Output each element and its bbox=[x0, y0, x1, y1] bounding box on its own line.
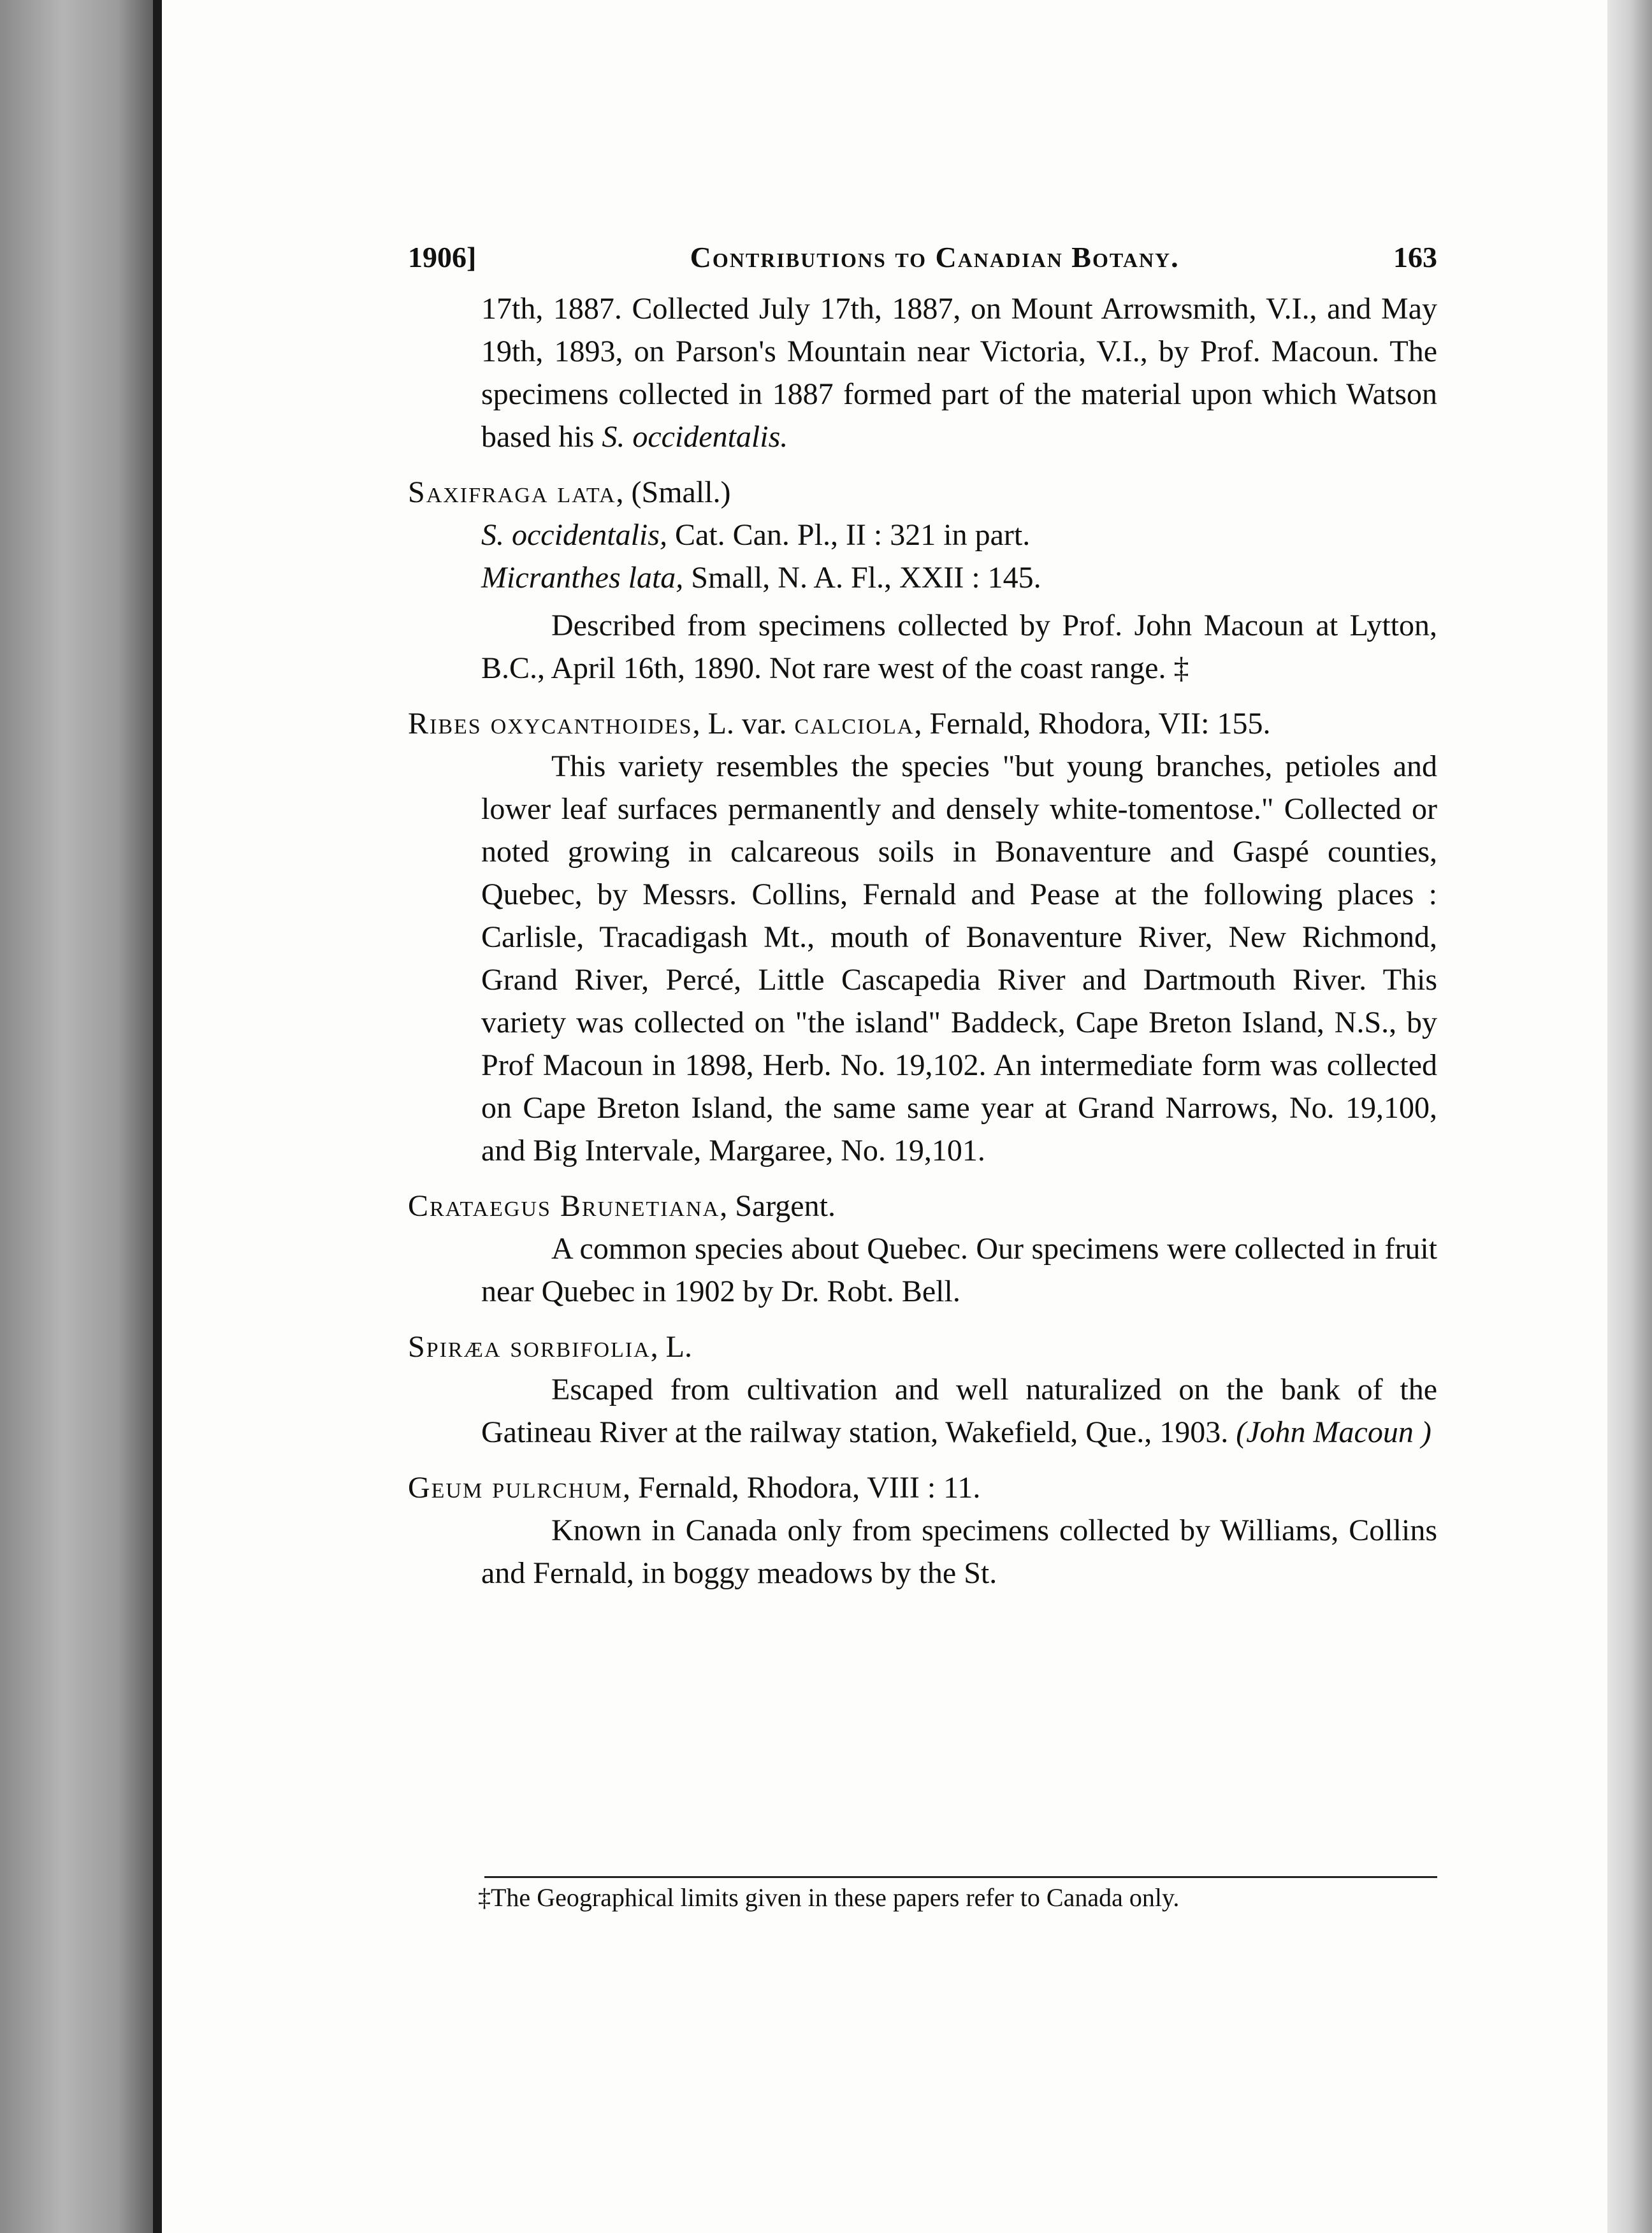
ribes-description: This variety resembles the species "but young branches, petioles and lower leaf surfaces permanently and densely white-tomentose." Collected or noted growing in calcareous soils in Bonaventure and Gaspé counties, Quebec, by Messrs. Collins, Fernald and Pease at the following places : Carlisle, Tracadigash Mt., mouth of Bonaventure River, New Richmond, Grand River, Percé, Little Cascapedia River and Dartmouth River. This variety was collected on "the island" Baddeck, Cape Breton Island, N.S., by Prof Macoun in 1898, Herb. No. 19,102. An intermediate form was collected on Cape Breton Island, the same same year at Grand Narrows, No. 19,100, and Big Intervale, Margaree, No. 19,101. bbox=[481, 749, 1437, 1167]
header-title: Contributions to Canadian Botany. bbox=[690, 241, 1180, 273]
footnote-rule bbox=[484, 1876, 1437, 1878]
ribes-name: Ribes oxycanthoides bbox=[408, 707, 693, 741]
syn1-name: S. occidentalis, bbox=[481, 518, 667, 552]
scan-right-margin bbox=[1607, 0, 1652, 2233]
footnote: ‡The Geographical limits given in these papers refer to Canada only. bbox=[478, 1883, 1180, 1912]
scan-left-margin bbox=[0, 0, 156, 2233]
syn2-name: Micranthes lata, bbox=[481, 561, 684, 595]
header-year: 1906] bbox=[408, 241, 477, 273]
scan-page-edge bbox=[153, 0, 162, 2233]
page-number: 163 bbox=[1393, 241, 1437, 273]
entry-spiraea-heading bbox=[408, 1326, 1437, 1368]
running-header bbox=[408, 236, 1437, 278]
saxifraga-synonym-1 bbox=[481, 514, 1437, 556]
saxifraga-synonym-2 bbox=[481, 556, 1437, 599]
ribes-authority: , Fernald, Rhodora, VII: 155. bbox=[914, 707, 1271, 741]
geum-name: Geum pulrchum bbox=[408, 1471, 623, 1505]
geum-description: Known in Canada only from specimens collected by Williams, Collins and Fernald, in boggy meadows by the St. bbox=[481, 1514, 1437, 1590]
spiraea-text: Escaped from cultivation and well naturalized on the bank of the Gatineau River at the railway station, Wakefield, Que., 1903. bbox=[481, 1373, 1437, 1449]
entry-saxifraga-heading bbox=[408, 471, 1437, 514]
crataegus-name: Crataegus Brunetiana bbox=[408, 1189, 720, 1223]
intro-italic: S. occidentalis. bbox=[602, 420, 788, 454]
saxifraga-description: Described from specimens collected by Prof. John Macoun at Lytton, B.C., April 16th, 1890. Not rare west of the coast range. ‡ bbox=[481, 609, 1437, 685]
entry-crataegus-heading bbox=[408, 1185, 1437, 1227]
entry-ribes-heading bbox=[408, 702, 1437, 745]
geum-authority: , Fernald, Rhodora, VIII : 11. bbox=[623, 1471, 981, 1505]
syn2-ref: Small, N. A. Fl., XXII : 145. bbox=[683, 561, 1041, 595]
ribes-mid: , L. var. bbox=[692, 707, 795, 741]
entry-geum-heading bbox=[408, 1466, 1437, 1509]
spiraea-authority: , L. bbox=[650, 1330, 692, 1364]
intro-text: 17th, 1887. Collected July 17th, 1887, on Mount Arrowsmith, V.I., and May 19th, 1893, on Parson's Mountain near Victoria, V.I., by Prof. Macoun. The specimens collected in 1887 formed part of the material upon which Watson based his bbox=[481, 292, 1437, 454]
crataegus-authority: , Sargent. bbox=[720, 1189, 836, 1223]
syn1-ref: Cat. Can. Pl., II : 321 in part. bbox=[667, 518, 1031, 552]
spiraea-description bbox=[481, 1368, 1437, 1454]
page-content bbox=[408, 236, 1437, 1594]
intro-paragraph bbox=[481, 287, 1437, 458]
spiraea-collector: (John Macoun ) bbox=[1236, 1415, 1431, 1449]
ribes-variety: calciola bbox=[794, 707, 915, 741]
saxifraga-authority: , (Small.) bbox=[616, 475, 731, 509]
saxifraga-name: Saxifraga lata bbox=[408, 475, 616, 509]
spiraea-name: Spiræa sorbifolia bbox=[408, 1330, 651, 1364]
crataegus-description: A common species about Quebec. Our specimens were collected in fruit near Quebec in 1902 by Dr. Robt. Bell. bbox=[481, 1232, 1437, 1308]
